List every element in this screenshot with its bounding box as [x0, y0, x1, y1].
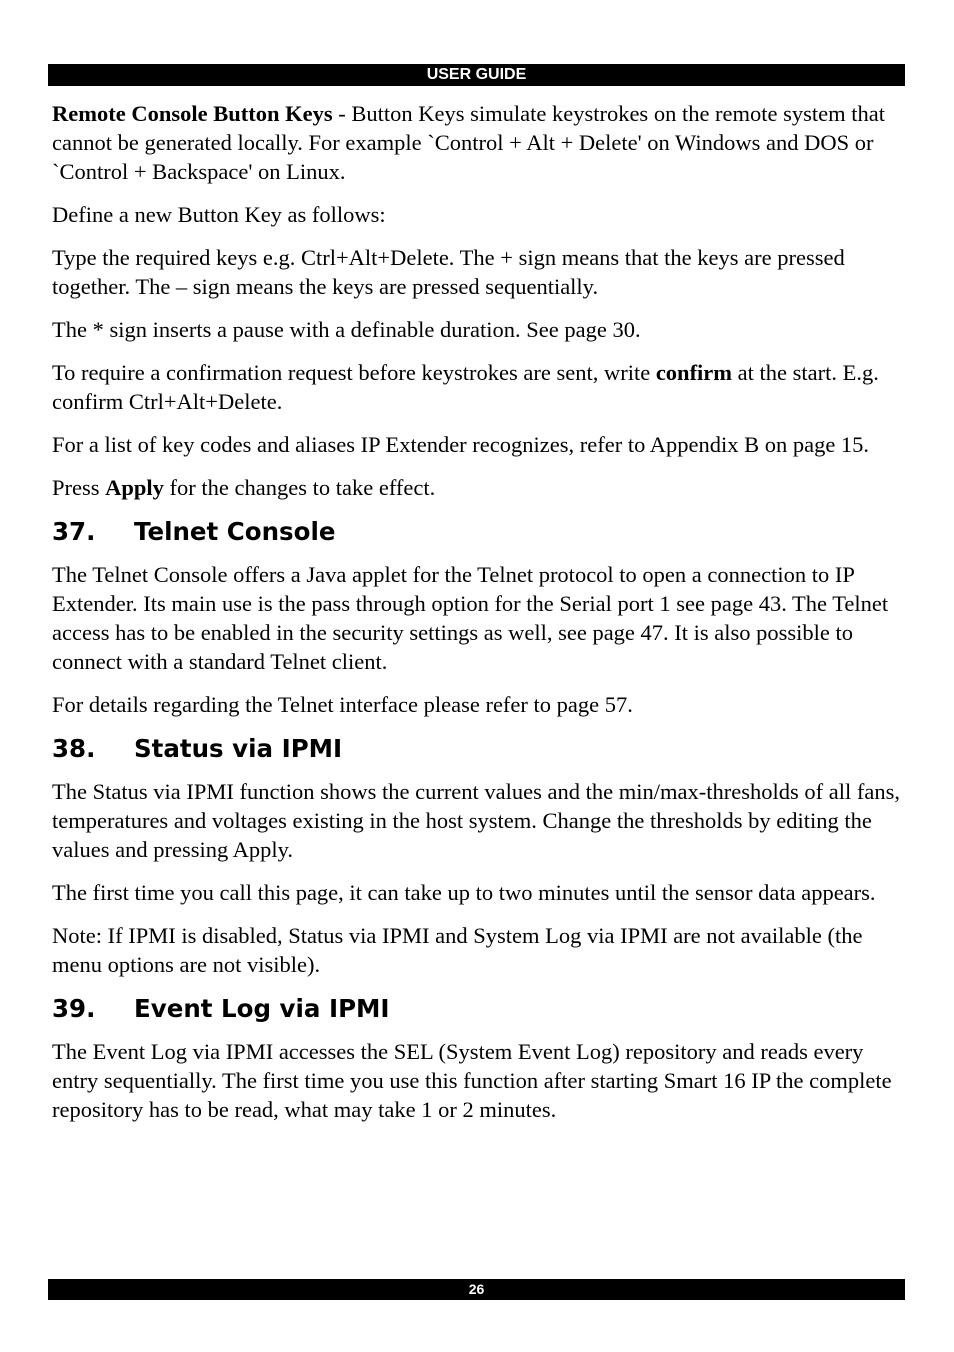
intro-paragraph-define: Define a new Button Key as follows: [52, 202, 386, 227]
confirm-pre-text: To require a confirmation request before keystrokes are sent, write [52, 360, 656, 385]
section-number: 38. [52, 734, 96, 763]
intro-paragraph-type-keys: Type the required keys e.g. Ctrl+Alt+Delete. The + sign means that the keys are pressed together. The – sign means the keys are pressed sequentially. [52, 245, 845, 299]
section-heading-status-ipmi [52, 733, 900, 765]
intro-paragraph-pause: The * sign inserts a pause with a definable duration. See page 30. [52, 317, 641, 342]
intro-paragraph-button-keys [52, 99, 900, 186]
header-title: USER GUIDE [426, 66, 527, 83]
page-content [52, 99, 900, 1138]
apply-post-text: for the changes to take effect. [163, 475, 436, 500]
section-heading-telnet-console [52, 516, 900, 548]
apply-keyword: Apply [105, 475, 164, 500]
status-ipmi-paragraph: Note: If IPMI is disabled, Status via IPMI and System Log via IPMI are not available (the menu options are not visible). [52, 923, 863, 977]
intro-paragraph-key-codes: For a list of key codes and aliases IP Extender recognizes, refer to Appendix B on page 15. [52, 432, 870, 457]
apply-pre-text: Press [52, 475, 106, 500]
confirm-keyword: confirm [655, 360, 733, 385]
button-keys-term: Remote Console Button Keys [52, 101, 333, 126]
section-title: Event Log via IPMI [134, 994, 390, 1023]
section-title: Status via IPMI [134, 734, 343, 763]
status-ipmi-paragraph: The Status via IPMI function shows the current values and the min/max-thresholds of all fans, temperatures and voltages existing in the host system. Change the thresholds by editing the values and pressing Apply. [52, 779, 900, 862]
telnet-paragraph: The Telnet Console offers a Java applet for the Telnet protocol to open a connection to IP Extender. Its main use is the pass through option for the Serial port 1 see page 43. The Telnet access has to be enabled in the security settings as well, see page 47. It is also possible to connect with a standard Telnet client. [52, 562, 889, 674]
section-number: 37. [52, 517, 96, 546]
intro-paragraph-apply [52, 473, 900, 502]
button-keys-description: - Button Keys simulate keystrokes on the remote system that cannot be generated locally. For example `Control + Alt + Delete' on Windows and DOS or `Control + Backspace' on Linux. [52, 101, 886, 184]
event-log-paragraph: The Event Log via IPMI accesses the SEL (System Event Log) repository and reads every entry sequentially. The first time you use this function after starting Smart 16 IP the complete repository has to be read, what may take 1 or 2 minutes. [52, 1039, 892, 1122]
section-heading-event-log-ipmi [52, 993, 900, 1025]
confirm-post-text: at the start. E.g. confirm Ctrl+Alt+Delete. [52, 360, 879, 414]
page-number: 26 [468, 1281, 485, 1297]
section-number: 39. [52, 994, 96, 1023]
intro-paragraph-confirm [52, 358, 900, 416]
telnet-paragraph: For details regarding the Telnet interface please refer to page 57. [52, 692, 633, 717]
footer-bar [48, 1279, 905, 1300]
status-ipmi-paragraph: The first time you call this page, it can take up to two minutes until the sensor data appears. [52, 880, 876, 905]
section-title: Telnet Console [134, 517, 336, 546]
header-bar [48, 64, 905, 86]
